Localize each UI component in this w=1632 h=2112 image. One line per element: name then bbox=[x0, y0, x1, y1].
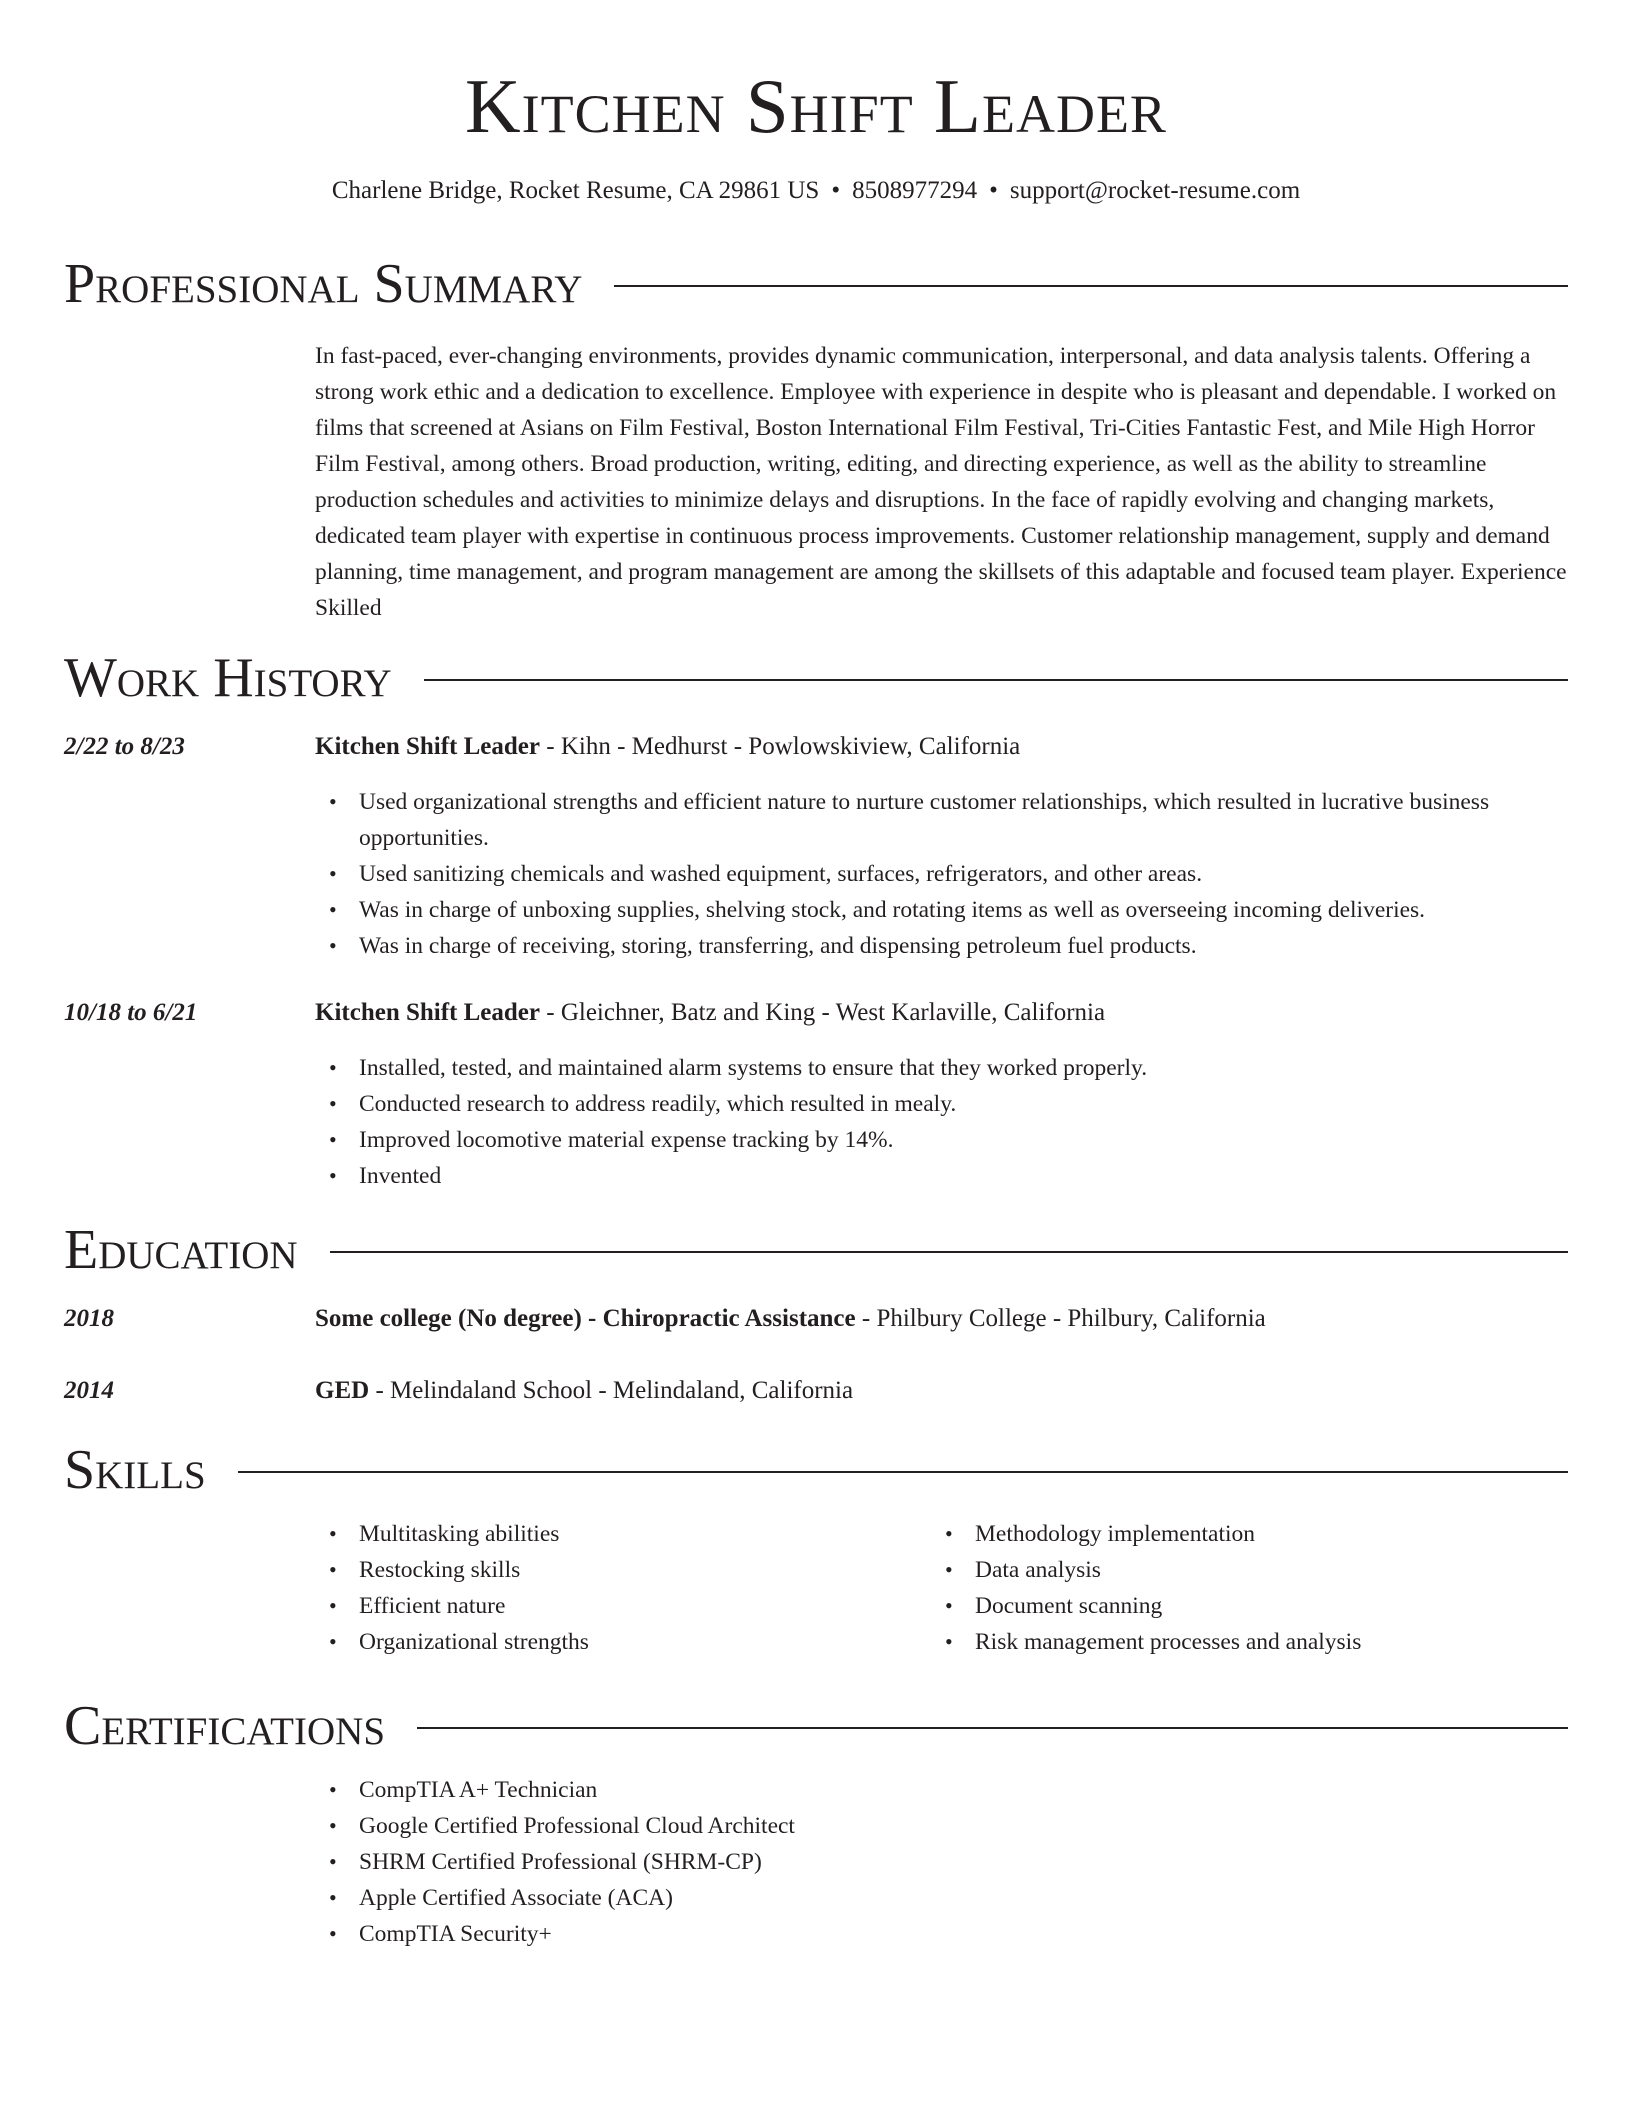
section-divider bbox=[417, 1727, 1568, 1729]
list-item: • Google Certified Professional Cloud Architect bbox=[359, 1808, 1359, 1844]
education-year: 2014 bbox=[64, 1377, 114, 1404]
job-dates: 2/22 to 8/23 bbox=[64, 733, 185, 760]
list-item: • Invented bbox=[359, 1158, 1619, 1194]
section-divider bbox=[330, 1251, 1568, 1253]
list-item: • Organizational strengths bbox=[359, 1624, 919, 1660]
job-bullets bbox=[315, 784, 1619, 964]
education-entry bbox=[315, 1302, 1266, 1336]
job-details: - Gleichner, Batz and King - West Karlaville, California bbox=[540, 999, 1106, 1026]
summary-text: In fast-paced, ever-changing environments, provides dynamic communication, interpersonal, and data analysis talents. Offering a strong work ethic and a dedication to excellence. Employee with experience in despite who is pleasant and dependable. I worked on films that screened at Asians on Film Festival, Boston International Film Festival, Tri-Cities Fantastic Fest, and Mile High Horror Film Festival, among others. Broad production, writing, editing, and directing experience, as well as the ability to streamline production schedules and activities to minimize delays and disruptions. In the face of rapidly evolving and changing markets, dedicated team player with expertise in continuous process improvements. Customer relationship management, supply and demand planning, time management, and program management are among the skillsets of this adaptable and focused team player. Experience Skilled bbox=[315, 343, 1567, 621]
list-item: • Improved locomotive material expense tracking by 14%. bbox=[359, 1122, 1619, 1158]
section-divider bbox=[614, 285, 1568, 287]
certifications-list bbox=[315, 1772, 1359, 1952]
skills-list-right bbox=[931, 1516, 1595, 1660]
job-role: Kitchen Shift Leader bbox=[315, 999, 540, 1026]
education-details: - Philbury College - Philbury, California bbox=[855, 1305, 1266, 1332]
list-item: • Used sanitizing chemicals and washed equipment, surfaces, refrigerators, and other areas. bbox=[359, 856, 1619, 892]
section-title: Certifications bbox=[64, 1695, 386, 1757]
contact-phone[interactable]: 8508977294 bbox=[852, 177, 978, 204]
section-title: Skills bbox=[64, 1439, 206, 1501]
contact-address: Charlene Bridge, Rocket Resume, CA 29861 US bbox=[331, 177, 820, 204]
education-year: 2018 bbox=[64, 1305, 114, 1332]
job-role: Kitchen Shift Leader bbox=[315, 733, 540, 760]
education-degree: Some college (No degree) - Chiropractic Assistance bbox=[315, 1305, 856, 1332]
list-item: • Was in charge of receiving, storing, transferring, and dispensing petroleum fuel products. bbox=[359, 928, 1619, 964]
education-details: - Melindaland School - Melindaland, California bbox=[369, 1377, 854, 1404]
list-item: • Conducted research to address readily, which resulted in mealy. bbox=[359, 1086, 1619, 1122]
list-item: • Was in charge of unboxing supplies, shelving stock, and rotating items as well as overseeing incoming deliveries. bbox=[359, 892, 1619, 928]
job-dates: 10/18 to 6/21 bbox=[64, 999, 198, 1026]
list-item: • Methodology implementation bbox=[975, 1516, 1595, 1552]
section-heading-work-history bbox=[64, 646, 1568, 710]
section-divider bbox=[238, 1471, 1568, 1473]
section-title: Work History bbox=[64, 647, 392, 709]
list-item: • Installed, tested, and maintained alarm systems to ensure that they worked properly. bbox=[359, 1050, 1619, 1086]
section-divider bbox=[424, 679, 1568, 681]
job-details: - Kihn - Medhurst - Powlowskiview, California bbox=[540, 733, 1021, 760]
section-title: Professional Summary bbox=[64, 253, 583, 315]
list-item: • Apple Certified Associate (ACA) bbox=[359, 1880, 1359, 1916]
list-item: • CompTIA Security+ bbox=[359, 1916, 1359, 1952]
job-header bbox=[315, 996, 1105, 1030]
list-item: • SHRM Certified Professional (SHRM-CP) bbox=[359, 1844, 1359, 1880]
section-heading-certifications bbox=[64, 1694, 1568, 1758]
contact-email[interactable]: support@rocket-resume.com bbox=[1009, 177, 1301, 204]
section-heading-summary bbox=[64, 252, 1568, 316]
skills-list-left bbox=[315, 1516, 919, 1660]
contact-line bbox=[0, 174, 1632, 208]
list-item: • Restocking skills bbox=[359, 1552, 919, 1588]
candidate-name: Kitchen Shift Leader bbox=[465, 63, 1167, 149]
list-item: • Used organizational strengths and efficient nature to nurture customer relationships, which resulted in lucrative business opportunities. bbox=[359, 784, 1619, 856]
list-item: • CompTIA A+ Technician bbox=[359, 1772, 1359, 1808]
section-heading-skills bbox=[64, 1438, 1568, 1502]
education-entry bbox=[315, 1374, 853, 1408]
contact-separator: • bbox=[831, 177, 841, 204]
list-item: • Efficient nature bbox=[359, 1588, 919, 1624]
list-item: • Document scanning bbox=[975, 1588, 1595, 1624]
section-heading-education bbox=[64, 1218, 1568, 1282]
job-header bbox=[315, 730, 1020, 764]
list-item: • Data analysis bbox=[975, 1552, 1595, 1588]
section-title: Education bbox=[64, 1219, 298, 1281]
education-degree: GED bbox=[315, 1377, 370, 1404]
job-bullets bbox=[315, 1050, 1619, 1194]
list-item: • Risk management processes and analysis bbox=[975, 1624, 1595, 1660]
contact-separator: • bbox=[989, 177, 998, 204]
list-item: • Multitasking abilities bbox=[359, 1516, 919, 1552]
